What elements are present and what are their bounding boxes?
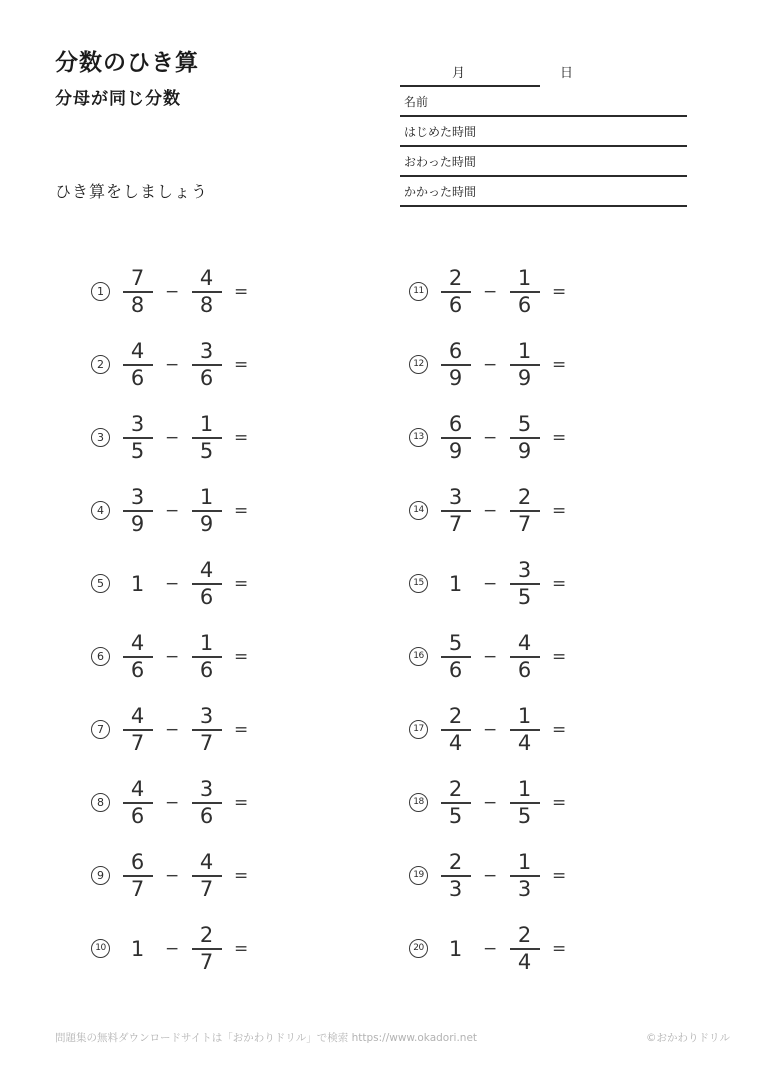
minus-sign: − [483, 792, 498, 813]
minuend-numerator: 4 [130, 703, 145, 728]
problem-number-badge: 14 [409, 501, 428, 520]
minus-sign: − [165, 354, 180, 375]
subtrahend-fraction [509, 484, 540, 536]
footer-copyright: ©おかわりドリル [646, 1032, 730, 1044]
minuend-fraction [122, 776, 153, 828]
subtrahend-numerator: 1 [199, 411, 214, 436]
equals-sign: = [552, 573, 567, 594]
minuend-fraction [440, 703, 471, 755]
subtrahend-denominator: 5 [517, 584, 532, 609]
subtrahend-denominator: 6 [199, 365, 214, 390]
minuend-fraction [122, 484, 153, 536]
subtrahend-numerator: 1 [517, 265, 532, 290]
form-label: かかった時間 [404, 184, 477, 199]
subtrahend-denominator: 6 [199, 584, 214, 609]
minuend-fraction [122, 849, 153, 901]
subtrahend-denominator: 8 [199, 292, 214, 317]
minuend-numerator: 2 [448, 265, 463, 290]
problem-number-badge: 12 [409, 355, 428, 374]
equals-sign: = [234, 865, 249, 886]
subtrahend-denominator: 7 [199, 876, 214, 901]
minuend-denominator: 9 [448, 365, 463, 390]
problems-column-left [91, 255, 271, 985]
minus-sign: − [483, 646, 498, 667]
form-row-start-time [400, 117, 687, 147]
minuend-denominator: 7 [130, 876, 145, 901]
minuend-numerator: 6 [130, 849, 145, 874]
subtrahend-fraction [509, 411, 540, 463]
subtrahend-numerator: 3 [517, 557, 532, 582]
minuend-denominator: 9 [448, 438, 463, 463]
problem-1 [91, 255, 271, 328]
equals-sign: = [234, 427, 249, 448]
minus-sign: − [165, 792, 180, 813]
minuend-fraction [440, 411, 471, 463]
subtrahend-numerator: 4 [199, 265, 214, 290]
minuend-numerator: 2 [448, 703, 463, 728]
subtrahend-denominator: 5 [517, 803, 532, 828]
subtrahend-numerator: 1 [517, 849, 532, 874]
minus-sign: − [165, 646, 180, 667]
equals-sign: = [552, 427, 567, 448]
subtrahend-fraction [509, 922, 540, 974]
minuend-denominator: 6 [130, 803, 145, 828]
problem-7 [91, 693, 271, 766]
minus-sign: − [483, 938, 498, 959]
minuend-denominator: 8 [130, 292, 145, 317]
subtrahend-fraction [509, 265, 540, 317]
problem-number-badge: 1 [91, 282, 110, 301]
problem-2 [91, 328, 271, 401]
subtrahend-fraction [509, 776, 540, 828]
problem-number-badge: 19 [409, 866, 428, 885]
subtrahend-fraction [191, 776, 222, 828]
subtrahend-fraction [509, 338, 540, 390]
page-subtitle: 分母が同じ分数 [55, 89, 181, 109]
problems-column-right [409, 255, 589, 985]
minuend-numerator: 2 [448, 849, 463, 874]
subtrahend-fraction [191, 411, 222, 463]
form-label: 名前 [404, 94, 429, 109]
minus-sign: − [165, 938, 180, 959]
minuend-numerator: 3 [130, 411, 145, 436]
problem-20 [409, 912, 589, 985]
subtrahend-denominator: 6 [517, 657, 532, 682]
subtrahend-denominator: 6 [517, 292, 532, 317]
problem-number-badge: 3 [91, 428, 110, 447]
equals-sign: = [552, 719, 567, 740]
minuend-fraction [122, 411, 153, 463]
subtrahend-numerator: 2 [517, 922, 532, 947]
subtrahend-numerator: 1 [517, 338, 532, 363]
minus-sign: − [165, 500, 180, 521]
minuend-denominator: 7 [130, 730, 145, 755]
minus-sign: − [165, 865, 180, 886]
equals-sign: = [234, 792, 249, 813]
problem-4 [91, 474, 271, 547]
minuend-fraction [440, 484, 471, 536]
problem-number-badge: 17 [409, 720, 428, 739]
month-label: 月 [452, 66, 466, 81]
minus-sign: − [483, 719, 498, 740]
problem-14 [409, 474, 589, 547]
subtrahend-fraction [509, 703, 540, 755]
subtrahend-fraction [191, 484, 222, 536]
subtrahend-denominator: 3 [517, 876, 532, 901]
minuend-fraction [122, 630, 153, 682]
minuend-denominator: 4 [448, 730, 463, 755]
problem-number-badge: 15 [409, 574, 428, 593]
problem-number-badge: 4 [91, 501, 110, 520]
subtrahend-numerator: 4 [199, 557, 214, 582]
form-label: おわった時間 [404, 154, 476, 169]
problem-19 [409, 839, 589, 912]
minus-sign: − [483, 573, 498, 594]
subtrahend-numerator: 2 [517, 484, 532, 509]
minuend-denominator: 5 [130, 438, 145, 463]
subtrahend-fraction [191, 630, 222, 682]
subtrahend-denominator: 6 [199, 657, 214, 682]
problem-13 [409, 401, 589, 474]
subtrahend-fraction [509, 849, 540, 901]
subtrahend-fraction [509, 630, 540, 682]
problem-number-badge: 5 [91, 574, 110, 593]
subtrahend-denominator: 9 [517, 365, 532, 390]
subtrahend-numerator: 1 [199, 630, 214, 655]
problem-6 [91, 620, 271, 693]
subtrahend-fraction [191, 922, 222, 974]
instruction-text: ひき算をしましょう [55, 182, 209, 201]
minuend-numerator: 2 [448, 776, 463, 801]
minuend-denominator: 3 [448, 876, 463, 901]
minuend-numerator: 5 [448, 630, 463, 655]
problem-number-badge: 7 [91, 720, 110, 739]
minus-sign: − [483, 354, 498, 375]
form-row-name [400, 87, 687, 117]
day-label: 日 [560, 66, 574, 81]
minus-sign: − [165, 427, 180, 448]
subtrahend-numerator: 3 [199, 776, 214, 801]
equals-sign: = [552, 281, 567, 302]
minus-sign: − [165, 281, 180, 302]
problem-8 [91, 766, 271, 839]
subtrahend-denominator: 4 [517, 949, 532, 974]
equals-sign: = [234, 719, 249, 740]
problem-10 [91, 912, 271, 985]
footer-site-credit: 問題集の無料ダウンロードサイトは「おかわりドリル」で検索 https://www.okadori.net [55, 1032, 478, 1044]
subtrahend-fraction [191, 849, 222, 901]
minuend-fraction [440, 776, 471, 828]
subtrahend-denominator: 4 [517, 730, 532, 755]
minuend-denominator: 6 [448, 292, 463, 317]
minuend-numerator: 4 [130, 338, 145, 363]
equals-sign: = [234, 500, 249, 521]
form-row-elapsed-time [400, 177, 687, 207]
form-label: はじめた時間 [404, 124, 477, 139]
equals-sign: = [234, 573, 249, 594]
minuend-fraction [440, 849, 471, 901]
problem-18 [409, 766, 589, 839]
subtrahend-fraction [191, 338, 222, 390]
minus-sign: − [483, 427, 498, 448]
minuend-denominator: 6 [130, 657, 145, 682]
problem-number-badge: 2 [91, 355, 110, 374]
minuend-numerator: 7 [130, 265, 145, 290]
problem-number-badge: 18 [409, 793, 428, 812]
minuend-numerator: 4 [130, 776, 145, 801]
minuend-denominator: 5 [448, 803, 463, 828]
subtrahend-numerator: 1 [199, 484, 214, 509]
problem-number-badge: 10 [91, 939, 110, 958]
minuend-whole: 1 [130, 936, 145, 961]
problem-number-badge: 9 [91, 866, 110, 885]
subtrahend-numerator: 5 [517, 411, 532, 436]
subtrahend-numerator: 3 [199, 703, 214, 728]
minuend-numerator: 4 [130, 630, 145, 655]
minuend-numerator: 3 [130, 484, 145, 509]
minuend-whole: 1 [130, 571, 145, 596]
problem-12 [409, 328, 589, 401]
subtrahend-numerator: 2 [199, 922, 214, 947]
minuend-denominator: 6 [130, 365, 145, 390]
problem-15 [409, 547, 589, 620]
minus-sign: − [483, 281, 498, 302]
minuend-fraction [440, 630, 471, 682]
equals-sign: = [234, 938, 249, 959]
problem-number-badge: 8 [91, 793, 110, 812]
subtrahend-numerator: 4 [199, 849, 214, 874]
minuend-numerator: 6 [448, 411, 463, 436]
equals-sign: = [234, 646, 249, 667]
problem-number-badge: 20 [409, 939, 428, 958]
equals-sign: = [552, 646, 567, 667]
problem-number-badge: 16 [409, 647, 428, 666]
subtrahend-fraction [191, 703, 222, 755]
minus-sign: − [165, 719, 180, 740]
subtrahend-denominator: 9 [517, 438, 532, 463]
equals-sign: = [552, 500, 567, 521]
minus-sign: − [483, 500, 498, 521]
minuend-fraction [122, 265, 153, 317]
subtrahend-fraction [191, 557, 222, 609]
problem-16 [409, 620, 589, 693]
minuend-denominator: 6 [448, 657, 463, 682]
subtrahend-denominator: 6 [199, 803, 214, 828]
date-row [400, 57, 687, 81]
minuend-whole: 1 [448, 936, 463, 961]
subtrahend-denominator: 9 [199, 511, 214, 536]
subtrahend-numerator: 3 [199, 338, 214, 363]
subtrahend-fraction [509, 557, 540, 609]
minuend-fraction [122, 338, 153, 390]
equals-sign: = [552, 865, 567, 886]
name-time-form [400, 57, 687, 207]
problem-17 [409, 693, 589, 766]
page-title: 分数のひき算 [55, 50, 199, 76]
problem-3 [91, 401, 271, 474]
minuend-fraction [122, 703, 153, 755]
minuend-whole: 1 [448, 571, 463, 596]
subtrahend-fraction [191, 265, 222, 317]
problem-number-badge: 6 [91, 647, 110, 666]
minuend-numerator: 3 [448, 484, 463, 509]
subtrahend-numerator: 1 [517, 703, 532, 728]
problem-5 [91, 547, 271, 620]
subtrahend-numerator: 4 [517, 630, 532, 655]
problem-9 [91, 839, 271, 912]
minuend-fraction [440, 265, 471, 317]
minuend-denominator: 9 [130, 511, 145, 536]
problem-11 [409, 255, 589, 328]
subtrahend-denominator: 7 [199, 949, 214, 974]
equals-sign: = [234, 354, 249, 375]
subtrahend-denominator: 7 [517, 511, 532, 536]
equals-sign: = [552, 354, 567, 375]
form-row-end-time [400, 147, 687, 177]
equals-sign: = [552, 792, 567, 813]
subtrahend-denominator: 7 [199, 730, 214, 755]
minuend-fraction [440, 338, 471, 390]
problem-number-badge: 11 [409, 282, 428, 301]
minuend-denominator: 7 [448, 511, 463, 536]
minus-sign: − [165, 573, 180, 594]
problem-number-badge: 13 [409, 428, 428, 447]
equals-sign: = [552, 938, 567, 959]
equals-sign: = [234, 281, 249, 302]
subtrahend-denominator: 5 [199, 438, 214, 463]
minuend-numerator: 6 [448, 338, 463, 363]
minus-sign: − [483, 865, 498, 886]
subtrahend-numerator: 1 [517, 776, 532, 801]
